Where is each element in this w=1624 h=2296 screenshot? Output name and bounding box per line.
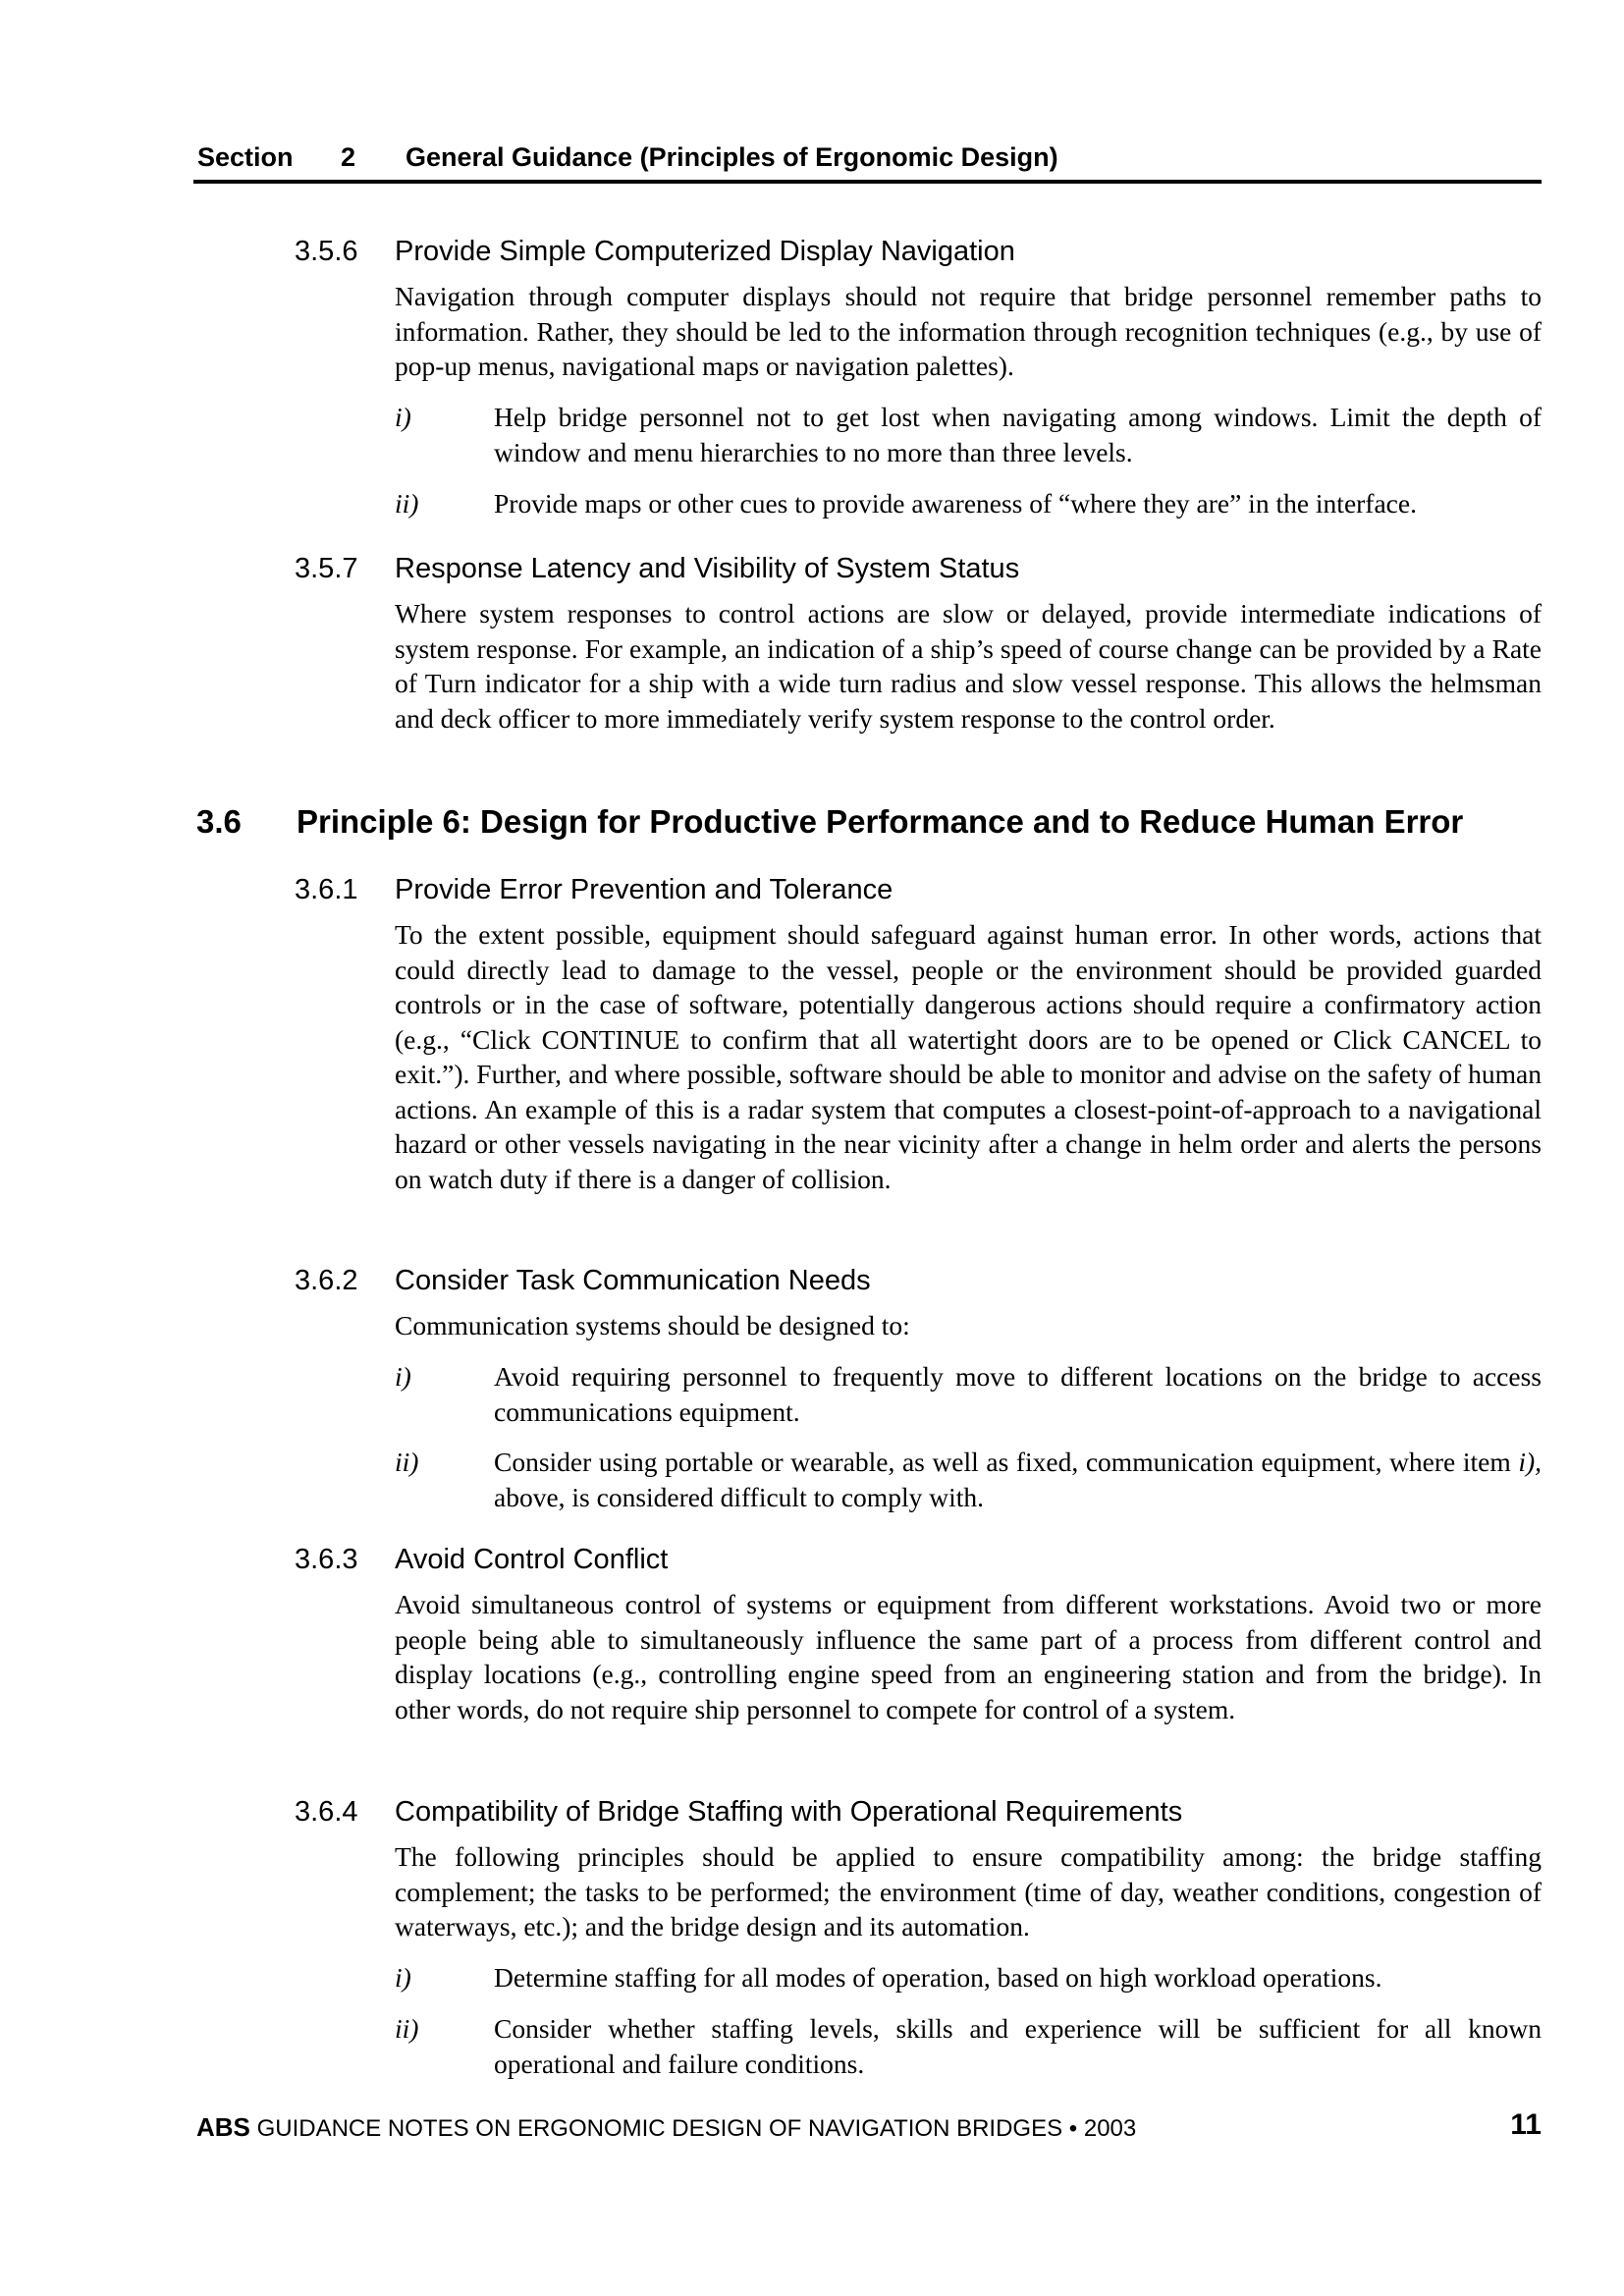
heading-number: 3.5.6 [295, 236, 358, 267]
page-footer [196, 2108, 1542, 2146]
list-text: Provide maps or other cues to provide awareness of “where they are” in the interface. [494, 488, 1417, 519]
heading-title: Consider Task Communication Needs [395, 1265, 871, 1296]
header-section-title: General Guidance (Principles of Ergonomic Design) [406, 142, 1058, 172]
footer-year: 2003 [1083, 2115, 1137, 2142]
heading-title: Provide Simple Computerized Display Navigation [395, 236, 1015, 267]
list-text: Help bridge personnel not to get lost when navigating among windows. Limit the depth of window and menu hierarchies to no more than three levels. [494, 402, 1542, 467]
list-marker: ii) [395, 2013, 419, 2044]
list-marker: i) [395, 402, 411, 432]
paragraph-3-6-1: To the extent possible, equipment should safeguard against human error. In other words, actions that could directly lead to damage to the vessel, people or the environment should be provided guarded controls or in the case of software, potentially dangerous actions should require a confirmatory action (e.g., “Click CONTINUE to confirm that all watertight doors are to be opened or Click CANCEL to exit.”). Further, and where possible, software should be able to monitor and advise on the safety of human actions. An example of this is a radar system that computes a closest-point-of-approach to a navigational hazard or other vessels navigating in the near vicinity after a change in helm order and alerts the persons on watch duty if there is a danger of collision. [395, 919, 1542, 1194]
list-text-reference: i), [1518, 1447, 1542, 1477]
list-marker: ii) [395, 1447, 419, 1477]
footer-brand: ABS [196, 2112, 250, 2142]
header-section-number: 2 [341, 142, 356, 172]
paragraph-3-6-2: Communication systems should be designed to: [395, 1310, 910, 1340]
list-marker: i) [395, 1962, 411, 1993]
heading-number: 3.6.3 [295, 1544, 358, 1575]
paragraph-3-6-4: The following principles should be applied to ensure compatibility among: the bridge staffing complement; the tasks to be performed; the environment (time of day, weather conditions, congestion of waterways, etc.); and the bridge design and its automation. [395, 1841, 1542, 1941]
heading-title: Avoid Control Conflict [395, 1544, 669, 1575]
list-text: Consider whether staffing levels, skills and experience will be sufficient for all known operational and failure conditions. [494, 2013, 1542, 2079]
paragraph-3-6-3: Avoid simultaneous control of systems or equipment from different workstations. Avoid two or more people being able to simultaneously influence the same part of a process from different control and display locations (e.g., controlling engine speed from an engineering station and from the bridge). In other words, do not require ship personnel to compete for control of a system. [395, 1589, 1542, 1724]
running-header [193, 142, 1542, 184]
list-text-part: above, is considered difficult to comply with. [494, 1481, 984, 1512]
list-text [494, 1445, 1542, 1514]
heading-number: 3.6.2 [295, 1265, 358, 1296]
heading-title: Compatibility of Bridge Staffing with Operational Requirements [395, 1796, 1183, 1828]
page-number: 11 [1510, 2108, 1542, 2141]
heading-title: Provide Error Prevention and Tolerance [395, 874, 893, 905]
heading-title: Principle 6: Design for Productive Performance and to Reduce Human Error [297, 803, 1464, 840]
list-text: Determine staffing for all modes of operation, based on high workload operations. [494, 1962, 1382, 1993]
heading-number: 3.5.7 [295, 553, 358, 584]
list-marker: ii) [395, 488, 419, 519]
paragraph-3-5-6: Navigation through computer displays should not require that bridge personnel remember paths to information. Rather, they should be led to the information through recognition techniques (e.g., by use of pop-up menus, navigational maps or navigation palettes). [395, 281, 1542, 381]
list-text: Avoid requiring personnel to frequently move to different locations on the bridge to access communications equipment. [494, 1361, 1542, 1427]
heading-number: 3.6.4 [295, 1796, 358, 1828]
heading-number: 3.6 [196, 803, 242, 840]
footer-separator: • [1068, 2115, 1078, 2142]
paragraph-3-5-7: Where system responses to control actions are slow or delayed, provide intermediate indications of system response. For example, an indication of a ship’s speed of course change can be provided by a Rate of Turn indicator for a ship with a wide turn radius and slow vessel response. This allows the helmsman and deck officer to more immediately verify system response to the control order. [395, 598, 1542, 734]
footer-title: GUIDANCE NOTES ON ERGONOMIC DESIGN OF NAVIGATION BRIDGES [256, 2115, 1063, 2142]
list-text-part: Consider using portable or wearable, as well as fixed, communication equipment, where item [494, 1447, 1519, 1477]
header-section-word: Section [197, 142, 294, 172]
list-marker: i) [395, 1361, 411, 1392]
heading-number: 3.6.1 [295, 874, 358, 905]
heading-title: Response Latency and Visibility of System Status [395, 553, 1020, 584]
